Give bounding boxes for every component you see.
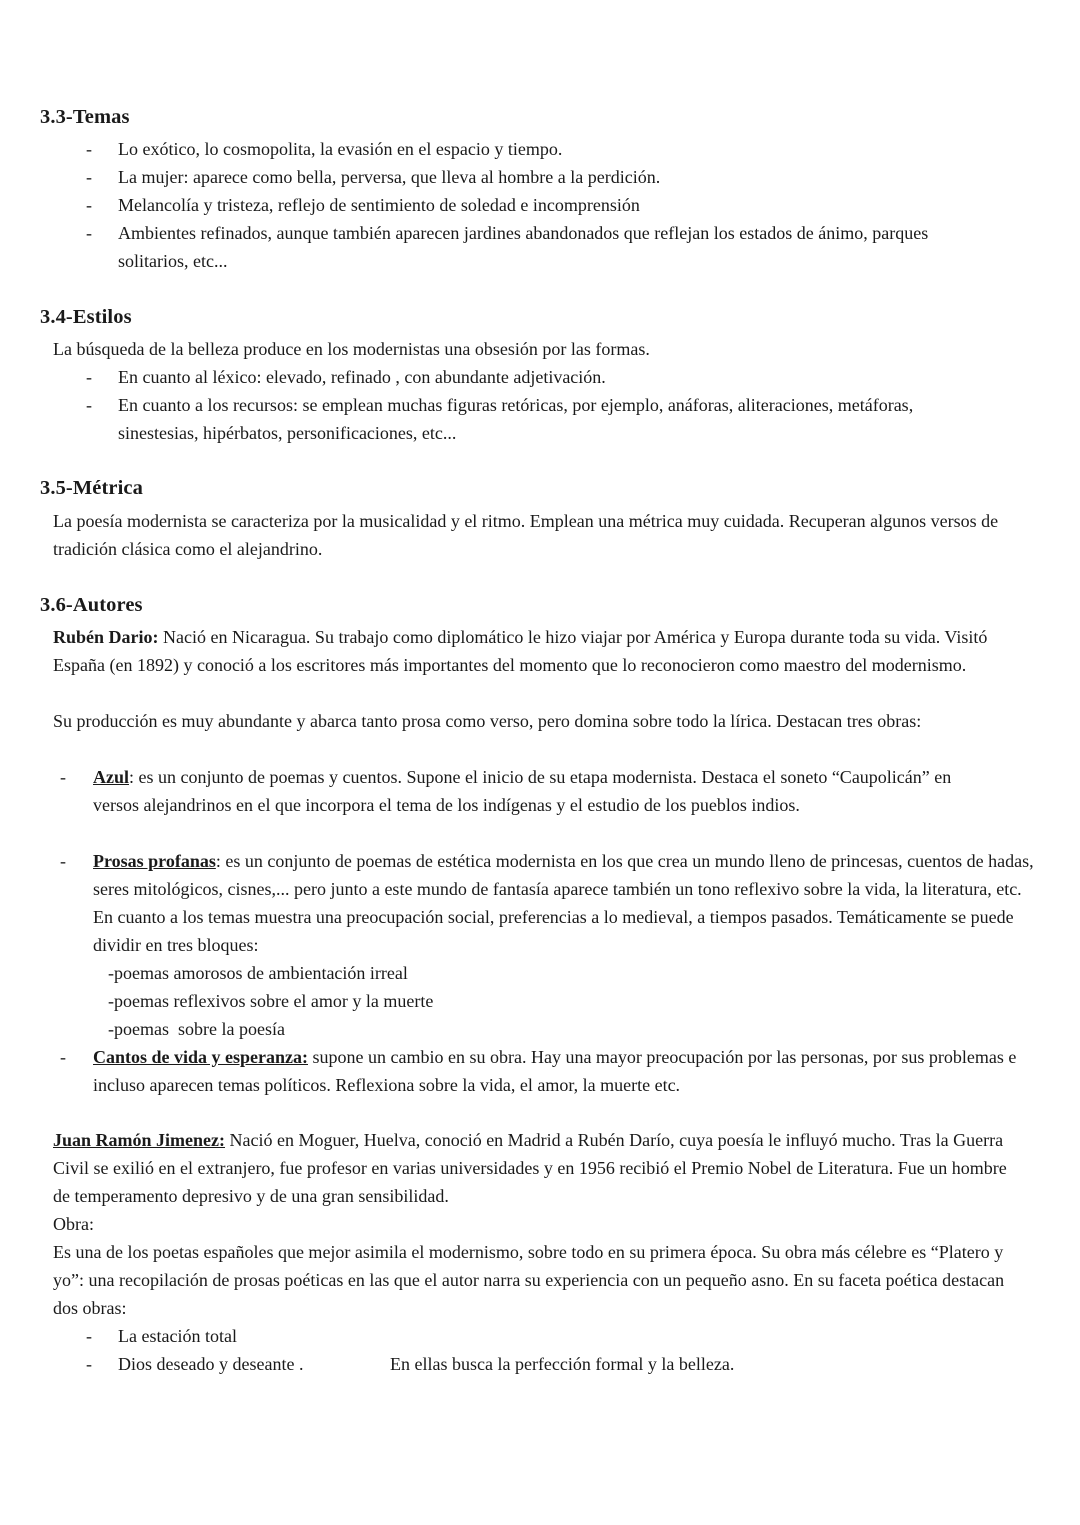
estilos-intro: La búsqueda de la belleza produce en los modernistas una obsesión por las formas. (53, 339, 650, 359)
jimenez-obra-text: Es una de los poetas españoles que mejor asimila el modernismo, sobre todo en su primera época. Su obra más célebre es “Platero y yo”: una recopilación de prosas poéticas en las que el autor narra su experiencia con un pequeño asno. En su faceta poética destacan dos obras: (53, 1242, 1005, 1318)
dario-work-cantos (93, 1043, 1018, 1099)
jimenez-work-2: Dios deseado y deseante . (118, 1354, 304, 1374)
work-title: Cantos de vida y esperanza: (93, 1047, 308, 1067)
dario-work-prosas (93, 847, 1038, 959)
heading-estilos: 3.4-Estilos (40, 306, 132, 328)
temas-item-1: Lo exótico, lo cosmopolita, la evasión en el espacio y tiempo. (118, 139, 563, 159)
bullet-dash: - (86, 195, 92, 215)
jimenez-bio-text: Nació en Moguer, Huelva, conoció en Madrid a Rubén Darío, cuya poesía le influyó mucho. Tras la Guerra Civil se exilió en el extranjero, fue profesor en varias universidades y en 1956 recibió el Premio Nobel de Literatura. Fue un hombre de temperamento depresivo y de una gran sensibilidad. (53, 1130, 1007, 1206)
jimenez-obra-label: Obra: (53, 1214, 94, 1234)
temas-item-2: La mujer: aparece como bella, perversa, que lleva al hombre a la perdición. (118, 167, 661, 187)
estilos-item-1: En cuanto al léxico: elevado, refinado , con abundante adjetivación. (118, 367, 606, 387)
jimenez-name: Juan Ramón Jimenez: (53, 1130, 225, 1150)
work-text: supone un cambio en su obra. Hay una mayor preocupación por las personas, por sus problemas e incluso aparecen temas políticos. Reflexiona sobre la vida, el amor, la muerte etc. (93, 1047, 1017, 1095)
jimenez-work-1: La estación total (118, 1326, 237, 1346)
prosas-block-2: -poemas reflexivos sobre el amor y la muerte (108, 991, 434, 1011)
jimenez-bio (53, 1126, 1028, 1210)
metrica-text: La poesía modernista se caracteriza por la musicalidad y el ritmo. Emplean una métrica muy cuidada. Recuperan algunos versos de tradición clásica como el alejandrino. (53, 511, 999, 559)
prosas-block-3: -poemas sobre la poesía (108, 1019, 285, 1039)
jimenez-note: En ellas busca la perfección formal y la belleza. (390, 1354, 735, 1374)
heading-metrica: 3.5-Métrica (40, 477, 143, 499)
dario-name: Rubén Dario: (53, 627, 159, 647)
bullet-dash: - (86, 367, 92, 387)
work-title: Azul (93, 767, 129, 787)
dario-bio-text: Nació en Nicaragua. Su trabajo como diplomático le hizo viajar por América y Europa durante toda su vida. Visitó España (en 1892) y conoció a los escritores más importantes del momento que lo reconocieron como maestro del modernismo. (53, 627, 988, 675)
bullet-dash: - (86, 1354, 92, 1374)
bullet-dash: - (86, 167, 92, 187)
dario-production: Su producción es muy abundante y abarca tanto prosa como verso, pero domina sobre todo la lírica. Destacan tres obras: (53, 711, 922, 731)
temas-item-4: Ambientes refinados, aunque también aparecen jardines abandonados que reflejan los estados de ánimo, parques solitarios, etc... (118, 223, 929, 271)
dario-work-azul (93, 763, 993, 819)
work-title: Prosas profanas (93, 851, 216, 871)
bullet-dash: - (86, 1326, 92, 1346)
temas-item-3: Melancolía y tristeza, reflejo de sentimiento de soledad e incomprensión (118, 195, 640, 215)
prosas-block-1: -poemas amorosos de ambientación irreal (108, 963, 408, 983)
bullet-dash: - (60, 1047, 66, 1067)
bullet-dash: - (86, 139, 92, 159)
work-text: : es un conjunto de poemas de estética modernista en los que crea un mundo lleno de princesas, cuentos de hadas, seres mitológicos, cisnes,... pero junto a este mundo de fantasía aparece también un tono reflexivo sobre la vida, la literatura, etc. En cuanto a los temas muestra una preocupación social, preferencias a lo medieval, a tiempos pasados. Temáticamente se puede dividir en tres bloques: (93, 851, 1034, 955)
bullet-dash: - (60, 851, 66, 871)
heading-autores: 3.6-Autores (40, 594, 143, 616)
estilos-item-2: En cuanto a los recursos: se emplean muchas figuras retóricas, por ejemplo, anáforas, aliteraciones, metáforas, sinestesias, hipérbatos, personificaciones, etc... (118, 395, 914, 443)
bullet-dash: - (86, 223, 92, 243)
bullet-dash: - (60, 767, 66, 787)
bullet-dash: - (86, 395, 92, 415)
heading-temas: 3.3-Temas (40, 106, 130, 128)
work-text: : es un conjunto de poemas y cuentos. Supone el inicio de su etapa modernista. Destaca el soneto “Caupolicán” en versos alejandrinos en el que incorpora el tema de los indígenas y el estudio de los pueblos indios. (93, 767, 952, 815)
dario-bio (53, 623, 1028, 679)
